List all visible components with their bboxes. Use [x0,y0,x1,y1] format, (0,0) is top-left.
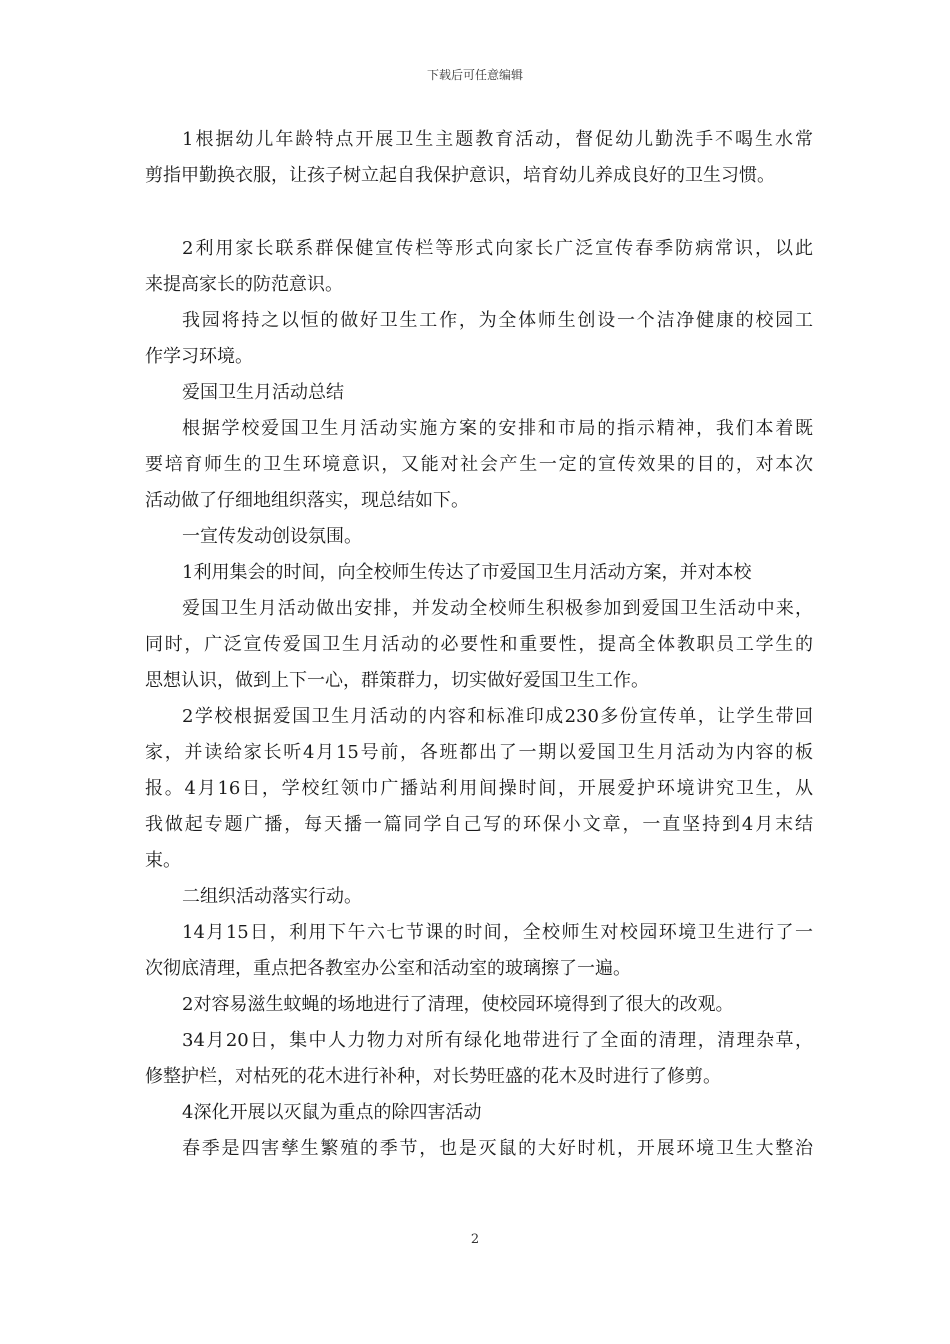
paragraph-line: 次彻底清理，重点把各教室办公室和活动室的玻璃擦了一遍。 [145,958,631,979]
section-title: 爱国卫生月活动总结 [182,382,344,403]
section-heading: 二组织活动落实行动。 [182,886,362,907]
paragraph-line: 根据学校爱国卫生月活动实施方案的安排和市局的指示精神，我们本着既 [182,418,813,439]
paragraph-gap [145,194,813,231]
paragraph-line: 爱国卫生月活动做出安排，并发动全校师生积极参加到爱国卫生活动中来， [182,598,813,619]
section-heading: 一宣传发动创设氛围。 [182,526,362,547]
paragraph-line: 4深化开展以灭鼠为重点的除四害活动 [182,1102,482,1123]
paragraph-line: 2学校根据爱国卫生月活动的内容和标准印成230多份宣传单，让学生带回 [182,706,813,727]
paragraph-line: 2对容易滋生蚊蝇的场地进行了清理，使校园环境得到了很大的改观。 [182,994,734,1015]
paragraph-line: 34月20日，集中人力物力对所有绿化地带进行了全面的清理，清理杂草， [182,1030,813,1051]
paragraph-line: 思想认识，做到上下一心，群策群力，切实做好爱国卫生工作。 [145,670,649,691]
paragraph-line: 2利用家长联系群保健宣传栏等形式向家长广泛宣传春季防病常识，以此 [182,238,813,259]
paragraph-line: 活动做了仔细地组织落实，现总结如下。 [145,490,469,511]
document-body [145,122,813,1167]
paragraph-line: 同时，广泛宣传爱国卫生月活动的必要性和重要性，提高全体教职员工学生的 [145,634,813,655]
paragraph-line: 来提高家长的防范意识。 [145,274,343,295]
paragraph-line: 家，并读给家长听4月15号前，各班都出了一期以爱国卫生月活动为内容的板 [145,742,813,763]
paragraph-line: 1根据幼儿年龄特点开展卫生主题教育活动，督促幼儿勤洗手不喝生水常 [182,129,813,150]
paragraph-line: 要培育师生的卫生环境意识，又能对社会产生一定的宣传效果的目的，对本次 [145,454,813,475]
paragraph-line: 我做起专题广播，每天播一篇同学自己写的环保小文章，一直坚持到4月末结 [145,814,813,835]
paragraph-line: 剪指甲勤换衣服，让孩子树立起自我保护意识，培育幼儿养成良好的卫生习惯。 [145,165,775,186]
paragraph-line: 报。4月16日，学校红领巾广播站利用间操时间，开展爱护环境讲究卫生，从 [145,778,813,799]
paragraph-line: 束。 [145,850,181,871]
page-header: 下载后可任意编辑 [426,68,523,82]
paragraph-line: 作学习环境。 [145,346,253,367]
paragraph-line: 春季是四害孳生繁殖的季节，也是灭鼠的大好时机，开展环境卫生大整治 [182,1138,813,1159]
paragraph-line: 14月15日，利用下午六七节课的时间，全校师生对校园环境卫生进行了一 [182,922,813,943]
paragraph-line: 我园将持之以恒的做好卫生工作，为全体师生创设一个洁净健康的校园工 [182,310,813,331]
paragraph-line: 1利用集会的时间，向全校师生传达了市爱国卫生月活动方案，并对本校 [182,562,752,583]
page-number: 2 [470,1232,480,1247]
paragraph-line: 修整护栏，对枯死的花木进行补种，对长势旺盛的花木及时进行了修剪。 [145,1066,721,1087]
